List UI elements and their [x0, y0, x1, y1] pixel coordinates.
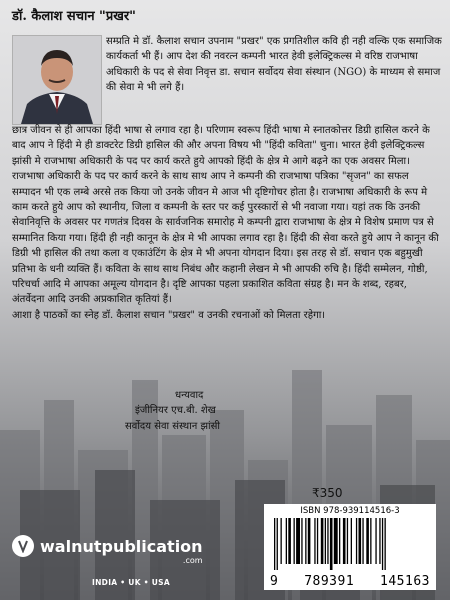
ean-right-group: 145163: [380, 574, 430, 589]
isbn-label: ISBN 978-939114516-3: [300, 506, 400, 516]
signoff-block: [125, 388, 220, 434]
author-title: डॉ. कैलाश सचान "प्रखर": [12, 9, 136, 24]
publisher-countries: INDIA • UK • USA: [92, 578, 170, 587]
signoff-thanks: धन्यवाद: [175, 390, 204, 401]
author-intro: सम्प्रति मे डॉ. कैलाश सचान उपनाम "प्रखर" एक प्रगतिशील कवि ही नही वल्कि एक समाजिक कार्यकर्ता भी हैं। आप देश की नवरत्न कम्पनी भारत हेवी इलेक्ट्रिकल्स मे वरिष्ठ राजभाषा अधिकारी के पद से सेवा निवृत्त डा. सचान सर्वोदय सेवा संस्थान (NGO) के माध्यम से समाज की सेवा मे भी लगे हैं।: [106, 36, 442, 94]
author-portrait-image: [13, 36, 101, 124]
isbn-barcode: [264, 504, 436, 590]
closing-line: आशा है पाठकों का स्नेह डॉ. कैलाश सचान "प्रखर" व उनकी रचनाओं को मिलता रहेगा।: [12, 309, 326, 321]
publisher-name-text: walnutpublication: [40, 536, 203, 556]
publisher-suffix: .com: [182, 555, 203, 565]
author-bio: [12, 123, 440, 323]
ean-first-digit: 9: [270, 574, 279, 589]
ean-digits: [264, 574, 436, 589]
ean-left-group: 789391: [304, 574, 355, 589]
bio-paragraph: छात्र जीवन से ही आपका हिंदी भाषा से लगाव रहा है। परिणाम स्वरूप हिंदी भाषा मे स्नातकोत्तर डिग्री हासिल करने के बाद आप ने हिंदी मे ही डाक्टरेट डिग्री हासिल की और अपना विषय भी "हिंदी कविता" चुना। भारत हेवी इलेक्ट्रिकल्स झांसी मे राजभाषा अधिकारी के पद पर कार्य करते हुये आपको हिंदी के क्षेत्र मे आगे बढ़ने का एक अवसर मिला। राजभाषा अधिकारी के पद पर कार्य करने के साथ साथ आप ने कम्पनी की राजभाषा पत्रिका "सृजन" का सफल सम्पादन भी एक लम्बे अरसे तक किया जो उनके जीवन मे आज भी दृष्टिगोचर होता है। राजभाषा अधिकारी के रूप मे काम करते हुये आप को स्थानीय, जिला व कम्पनी के स्तर पर कई पुरस्कारों से भी नवाजा गया। यहां तक कि उनकी सेवानिवृत्ति के अवसर पर गणतंत्र दिवस के सार्वजनिक समारोह मे कम्पनी द्वारा राजभाषा के क्षेत्र मे विशेष प्रमाण पत्र से सम्मानित किया गया। हिंदी ही नही कानून के क्षेत्र मे भी आपका लगाव रहा है। हिंदी की सेवा करते हुये आप ने कानून की डिग्री भी हासिल की तथा कला व एकाउंटिंग के क्षेत्र मे भी अपना योगदान दिया। इस तरह से डॉ. सचान एक बहुमुखी प्रतिभा के धनी व्यक्ति हैं। कविता के साथ साथ निबंध और कहानी लेखन मे भी आपकी रुचि है। हिंदी सम्मेलन, गोष्ठी, परिचर्चा आदि मे आपका अमूल्य योगदान है। दृष्टि आपका पहला प्रकाशित कविता संग्रह है। मन के शब्द, रहबर, अंतर्वेदना आदि उनकी अप्रकाशित कृतियां हैं।: [12, 125, 439, 306]
publisher-logo: [12, 535, 203, 565]
price-label: ₹350: [312, 486, 343, 500]
walnut-logo-icon: [12, 535, 34, 557]
publisher-name: [40, 536, 203, 565]
author-photo: [12, 35, 102, 125]
signoff-org: सर्वोदय सेवा संस्थान झांसी: [125, 420, 220, 432]
signoff-name: इंजीनियर एच.बी. शेख: [135, 405, 216, 417]
barcode-bars: [272, 518, 428, 570]
